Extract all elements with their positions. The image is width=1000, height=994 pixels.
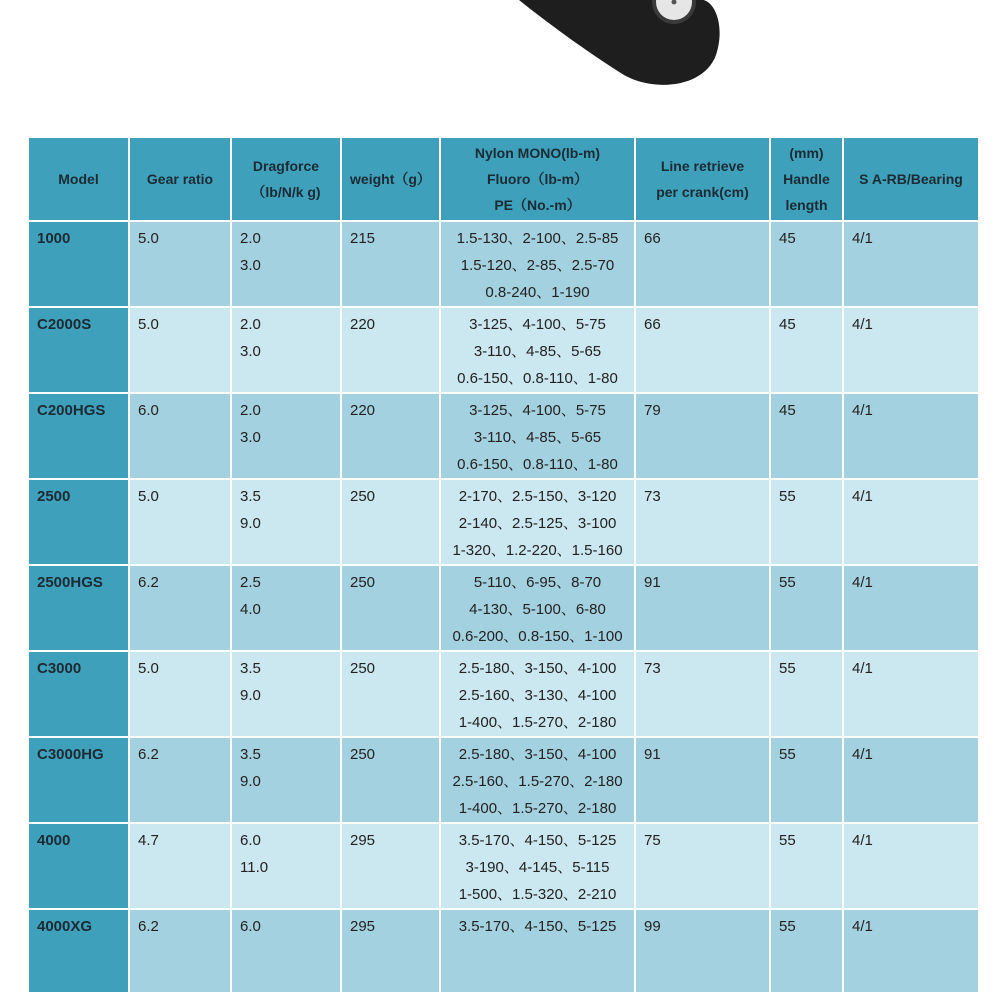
cell-bearing: 4/1 [843,565,979,651]
specification-table [27,136,980,994]
header-handle-line3: length [785,197,828,213]
line-capacity-value: 3-125、4-100、5-75 [469,402,606,419]
cell-handle-length: 55 [770,909,843,993]
cell-weight: 250 [341,651,440,737]
cell-line-retrieve: 91 [635,565,770,651]
cell-handle-length: 55 [770,651,843,737]
cell-handle-length: 55 [770,479,843,565]
line-capacity-value: 3-110、4-85、5-65 [473,343,602,360]
cell-weight: 220 [341,307,440,393]
line-capacity-value: 0.6-200、0.8-150、1-100 [452,628,623,645]
cell-bearing: 4/1 [843,307,979,393]
dragforce-value: 3.5 [240,660,261,677]
cell-line-retrieve: 91 [635,737,770,823]
line-capacity-value: 2.5-180、3-150、4-100 [458,660,617,677]
cell-line-capacity [440,393,635,479]
line-capacity-value: 0.8-240、1-190 [485,284,590,301]
cell-model: 4000XG [28,909,129,993]
header-bearing: S A-RB/Bearing [843,137,979,221]
line-capacity-value: 2-170、2.5-150、3-120 [458,488,617,505]
cell-handle-length: 55 [770,565,843,651]
dragforce-value: 3.5 [240,746,261,763]
header-dragforce-line1: Dragforce [252,158,320,174]
dragforce-value: 11.0 [240,859,269,876]
cell-bearing: 4/1 [843,479,979,565]
line-capacity-value: 2.5-160、1.5-270、2-180 [452,773,623,790]
header-dragforce-line2: （lb/N/k g) [251,184,321,200]
line-capacity-value: 4-130、5-100、6-80 [469,601,606,618]
cell-line-capacity [440,651,635,737]
table-row [28,651,979,737]
header-line-nylon: Nylon MONO(lb-m) [474,145,601,161]
reel-handle-knob-image [514,0,724,90]
dragforce-value: 3.5 [240,488,261,505]
header-retrieve-line1: Line retrieve [660,158,745,174]
line-capacity-value: 2.5-160、3-130、4-100 [458,687,617,704]
line-capacity-value: 3.5-170、4-150、5-125 [458,918,617,935]
table-row [28,909,979,993]
table-row [28,307,979,393]
cell-dragforce [231,823,341,909]
cell-dragforce [231,565,341,651]
cell-line-capacity [440,823,635,909]
dragforce-value: 6.0 [240,832,261,849]
table-row [28,823,979,909]
dragforce-value: 2.0 [240,316,261,333]
header-line-retrieve [635,137,770,221]
line-capacity-value: 0.6-150、0.8-110、1-80 [457,370,618,387]
dragforce-value: 2.5 [240,574,261,591]
header-line-pe: PE（No.-m） [494,197,581,213]
cell-line-capacity [440,307,635,393]
cell-line-retrieve: 99 [635,909,770,993]
cell-dragforce [231,307,341,393]
cell-gear-ratio: 5.0 [129,479,231,565]
cell-gear-ratio: 6.2 [129,909,231,993]
cell-dragforce [231,479,341,565]
cell-line-capacity [440,737,635,823]
cell-gear-ratio: 4.7 [129,823,231,909]
cell-model: 2500 [28,479,129,565]
cell-handle-length: 55 [770,823,843,909]
line-capacity-value: 3-190、4-145、5-115 [465,859,610,876]
cell-dragforce [231,909,341,993]
cell-bearing: 4/1 [843,823,979,909]
header-line-fluoro: Fluoro（lb-m） [486,171,589,187]
cell-handle-length: 45 [770,393,843,479]
line-capacity-value: 3-125、4-100、5-75 [469,316,606,333]
table-row [28,393,979,479]
cell-line-capacity [440,565,635,651]
cell-model: C3000 [28,651,129,737]
cell-dragforce [231,393,341,479]
dragforce-value: 3.0 [240,257,261,274]
header-retrieve-line2: per crank(cm) [656,184,749,200]
header-dragforce [231,137,341,221]
cell-handle-length: 45 [770,221,843,307]
cell-weight: 215 [341,221,440,307]
table-row [28,737,979,823]
cell-handle-length: 55 [770,737,843,823]
header-weight: weight（g） [341,137,440,221]
dragforce-value: 9.0 [240,687,261,704]
cell-dragforce [231,221,341,307]
cell-gear-ratio: 5.0 [129,307,231,393]
cell-dragforce [231,651,341,737]
cell-bearing: 4/1 [843,737,979,823]
dragforce-value: 9.0 [240,515,261,532]
cell-line-retrieve: 73 [635,479,770,565]
table-row [28,479,979,565]
line-capacity-value: 1-400、1.5-270、2-180 [458,714,617,731]
line-capacity-value: 3-110、4-85、5-65 [473,429,602,446]
line-capacity-value: 1-320、1.2-220、1.5-160 [452,542,623,559]
line-capacity-value: 0.6-150、0.8-110、1-80 [457,456,618,473]
table-header-row [28,137,979,221]
line-capacity-value: 1-400、1.5-270、2-180 [458,800,617,817]
cell-weight: 250 [341,565,440,651]
dragforce-value: 2.0 [240,230,261,247]
header-handle-length [770,137,843,221]
line-capacity-value: 3.5-170、4-150、5-125 [458,832,617,849]
dragforce-value: 6.0 [240,918,261,935]
cell-gear-ratio: 6.0 [129,393,231,479]
cell-line-capacity [440,221,635,307]
cell-weight: 295 [341,823,440,909]
cell-gear-ratio: 5.0 [129,651,231,737]
cell-line-retrieve: 73 [635,651,770,737]
cell-line-retrieve: 79 [635,393,770,479]
cell-gear-ratio: 6.2 [129,565,231,651]
cell-bearing: 4/1 [843,221,979,307]
cell-line-capacity [440,909,635,993]
cell-bearing: 4/1 [843,393,979,479]
cell-model: C2000S [28,307,129,393]
cell-model: C3000HG [28,737,129,823]
cell-model: 4000 [28,823,129,909]
line-capacity-value: 2.5-180、3-150、4-100 [458,746,617,763]
header-model: Model [28,137,129,221]
cell-dragforce [231,737,341,823]
cell-model: C200HGS [28,393,129,479]
cell-weight: 295 [341,909,440,993]
cell-bearing: 4/1 [843,651,979,737]
cell-gear-ratio: 6.2 [129,737,231,823]
cell-gear-ratio: 5.0 [129,221,231,307]
header-handle-line1: (mm) [789,145,824,161]
line-capacity-value: 1-500、1.5-320、2-210 [458,886,617,903]
cell-weight: 250 [341,737,440,823]
dragforce-value: 4.0 [240,601,261,618]
table-row [28,565,979,651]
cell-model: 2500HGS [28,565,129,651]
cell-weight: 220 [341,393,440,479]
cell-weight: 250 [341,479,440,565]
line-capacity-value: 5-110、6-95、8-70 [473,574,602,591]
header-gear-ratio: Gear ratio [129,137,231,221]
header-line-capacity [440,137,635,221]
dragforce-value: 3.0 [240,343,261,360]
cell-line-retrieve: 75 [635,823,770,909]
line-capacity-value: 1.5-130、2-100、2.5-85 [456,230,619,247]
cell-bearing: 4/1 [843,909,979,993]
cell-line-retrieve: 66 [635,221,770,307]
dragforce-value: 9.0 [240,773,261,790]
line-capacity-value: 1.5-120、2-85、2.5-70 [460,257,615,274]
dragforce-value: 2.0 [240,402,261,419]
cell-handle-length: 45 [770,307,843,393]
cell-line-retrieve: 66 [635,307,770,393]
table-row [28,221,979,307]
line-capacity-value: 2-140、2.5-125、3-100 [458,515,617,532]
cell-line-capacity [440,479,635,565]
header-handle-line2: Handle [783,171,830,187]
dragforce-value: 3.0 [240,429,261,446]
cell-model: 1000 [28,221,129,307]
